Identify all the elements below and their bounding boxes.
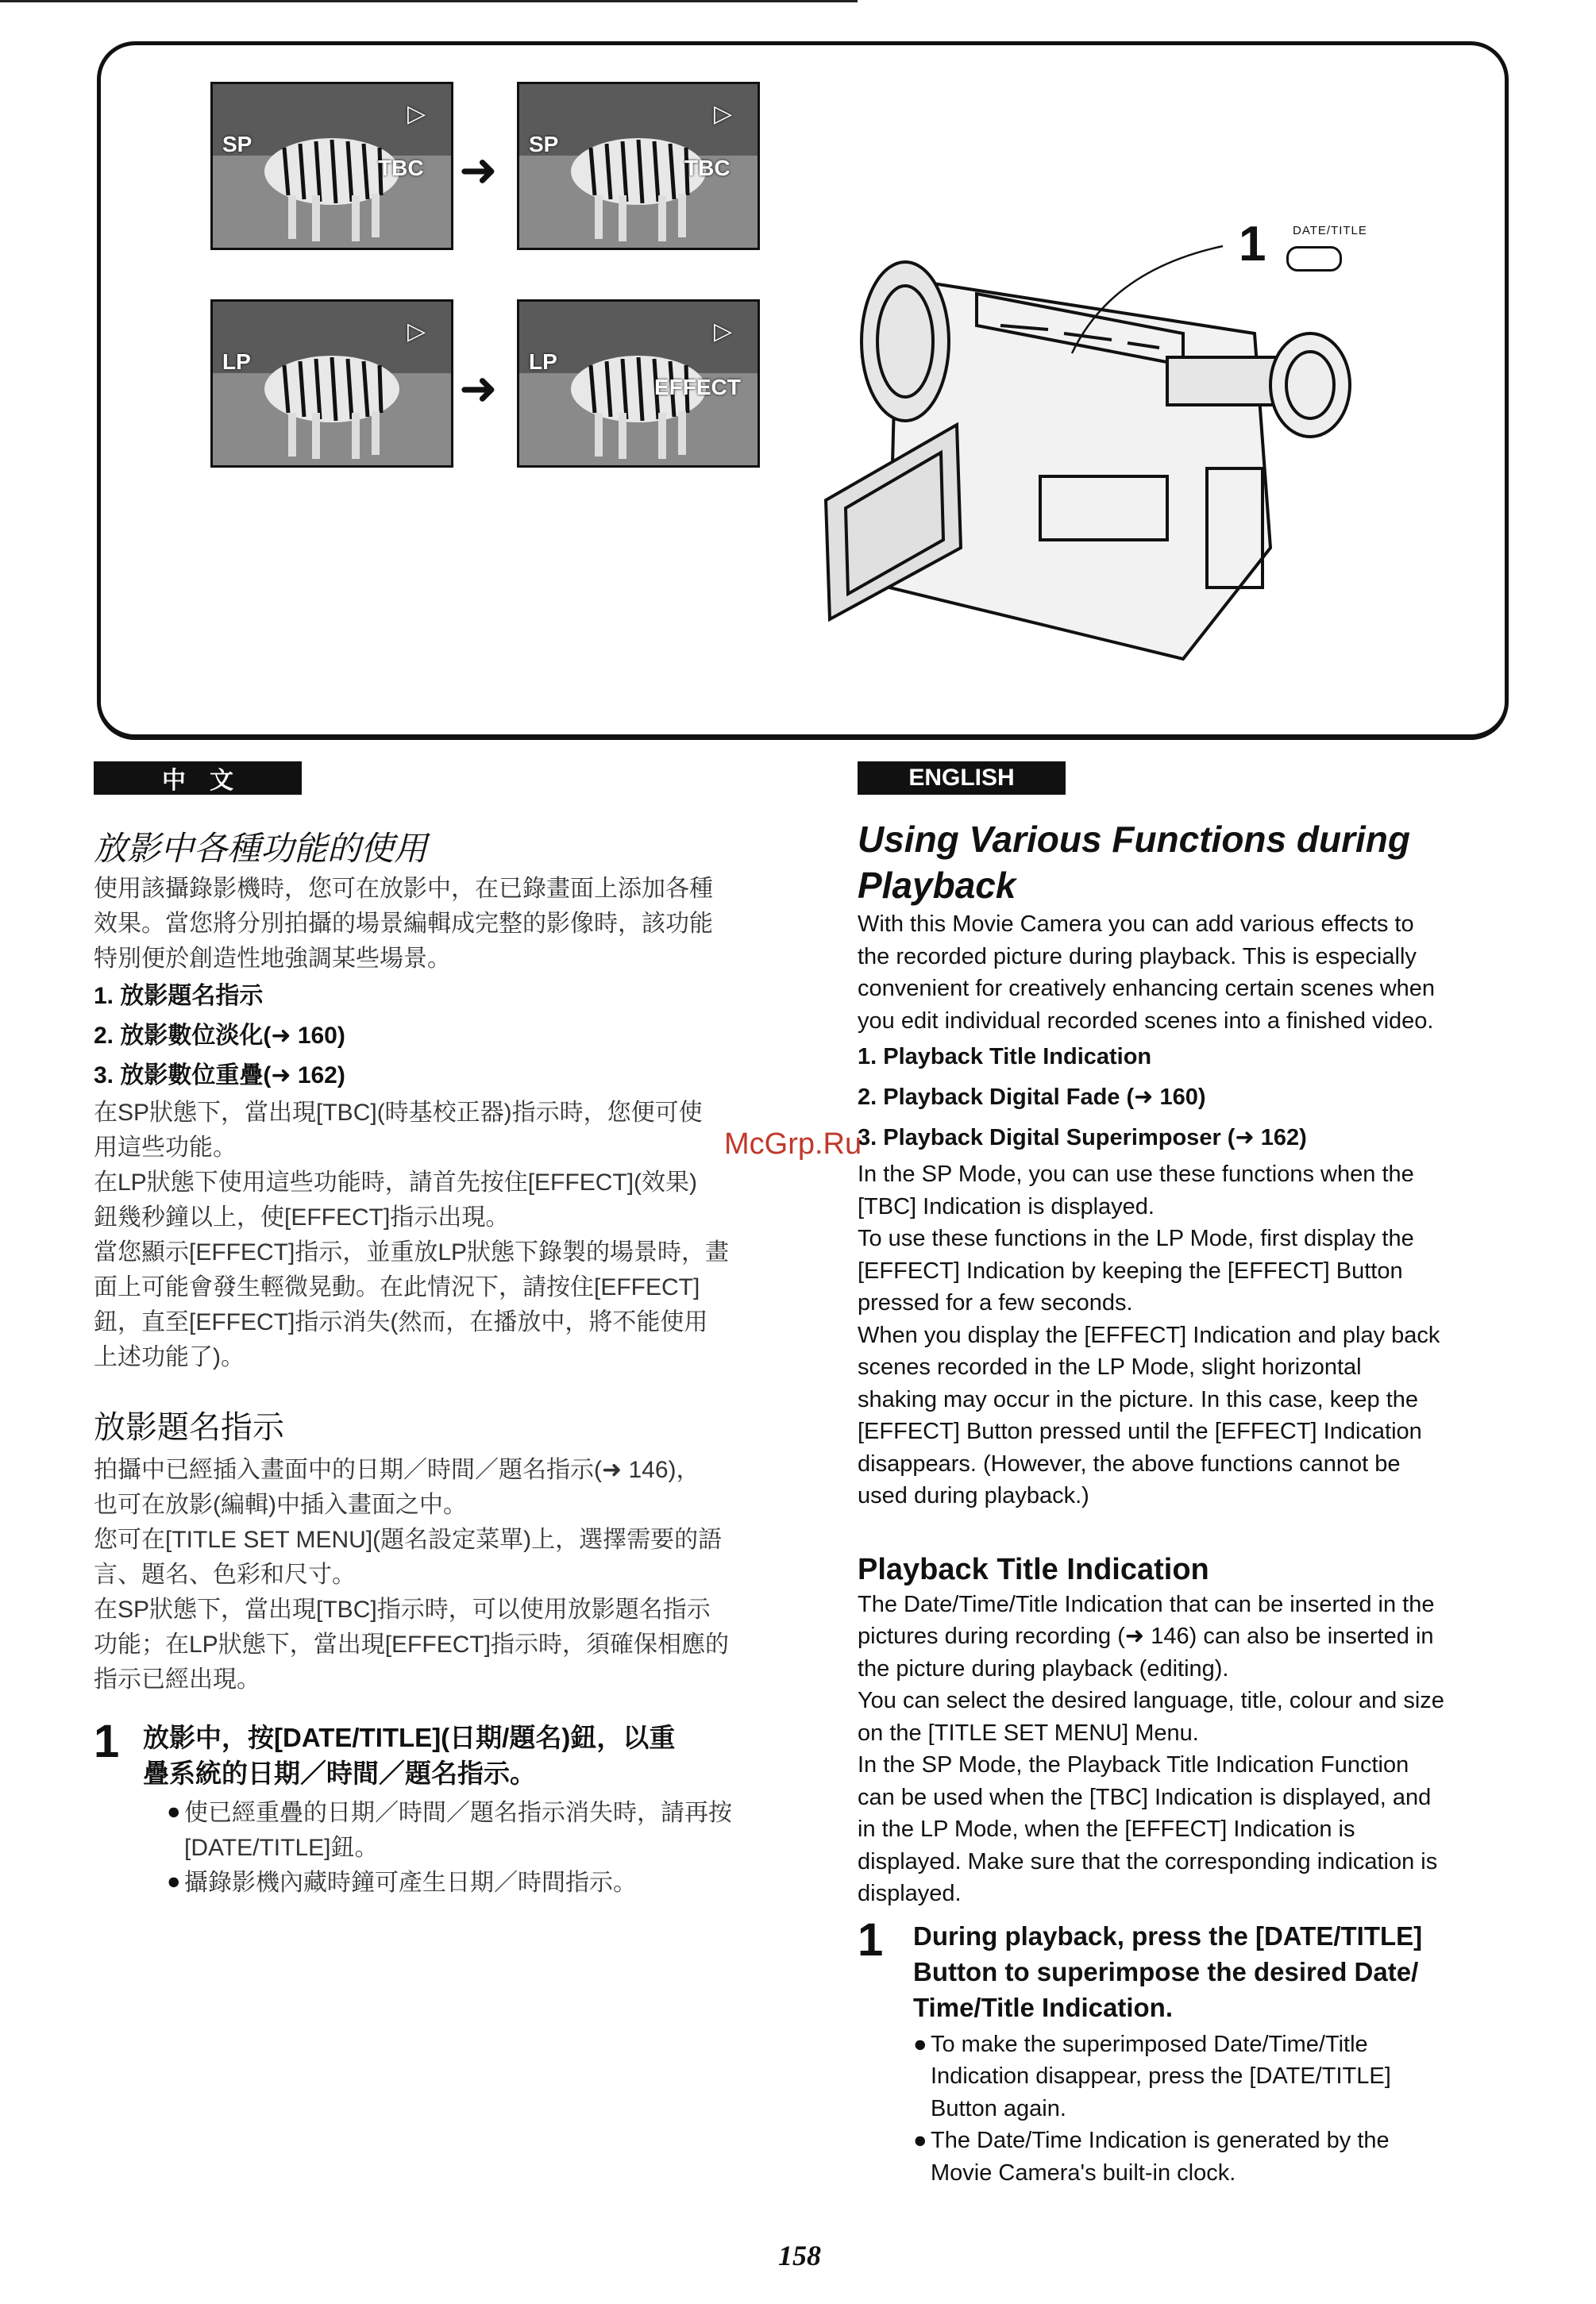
- thumbnail-lp-effect: [517, 299, 760, 468]
- arrow-icon: ➜: [459, 363, 498, 414]
- bullet-item: ● To make the superimposed Date/Time/Title Indication disappear, press the [DATE/TITLE] Button again.: [913, 2031, 1391, 2121]
- english-function-list: 1. Playback Title Indication 2. Playback Digital Fade (➜ 160) 3. Playback Digital Superimposer (➜ 162): [858, 1044, 1307, 1150]
- thumbnail-lp: [210, 299, 453, 468]
- chinese-column: [94, 826, 753, 1901]
- thumbnail-sp-tbc-2: [517, 82, 760, 250]
- page-number: 158: [778, 2240, 821, 2271]
- arrow-icon: ➜: [459, 144, 498, 196]
- chinese-title: 放影中各種功能的使用: [94, 830, 428, 867]
- tbc-label: TBC: [378, 156, 424, 180]
- chinese-section-title: 放影題名指示: [94, 1410, 284, 1445]
- bullet-item: ● The Date/Time Indication is generated by the Movie Camera's built-in clock.: [913, 2128, 1390, 2186]
- bullet-item: ● 使已經重疊的日期／時間／題名指示消失時，請再按 [DATE/TITLE]鈕。: [167, 1799, 732, 1861]
- step-number: 1: [858, 1913, 884, 1966]
- date-title-button-icon: [1286, 246, 1342, 272]
- tbc-label: TBC: [684, 156, 731, 180]
- step-number: 1: [94, 1716, 120, 1767]
- lp-label: LP: [222, 349, 251, 374]
- play-triangle-icon: ▷: [407, 318, 426, 345]
- chinese-intro: 使用該攝錄影機時，您可在放影中，在已錄畫面上添加各種 效果。當您將分別拍攝的場景編輯成完整的影像時，該功能 特別便於創造性地強調某些場景。: [94, 876, 713, 972]
- play-triangle-icon: ▷: [714, 318, 733, 345]
- chinese-step-1: 1 放影中，按[DATE/TITLE](日期/題名)鈕，以重 疊系統的日期／時間／題名指示。: [94, 1720, 753, 1791]
- sp-label: SP: [222, 132, 253, 156]
- chinese-notes: 在SP狀態下，當出現[TBC](時基校正器)指示時，您便可使 用這些功能。 在LP狀態下使用這些功能時，請首先按住[EFFECT](效果) 鈕幾秒鐘以上，使[EFFECT]指示出現。 當您顯示[EFFECT]指示，並重放LP狀態下錄製的場景時，畫 面上可能會發生輕微晃動。在此情況下，請按住[EFFECT] 鈕，直至[EFFECT]指示消失(然而，在播放中，將不能使用 上述功能了)。: [94, 1100, 730, 1370]
- english-column: [858, 816, 1525, 2189]
- top-rule: [0, 0, 858, 2]
- english-section-body: The Date/Time/Title Indication that can be inserted in the pictures during recording (➜ 146) can also be inserted in the picture during playback (editing). You can select the desired language, title, colour and size on the [TITLE SET MENU] Menu. In the SP Mode, the Playback Title Indication Function can be used when the [TBC] Indication is displayed, and in the LP Mode, when the [EFFECT] Indication is displayed. Make sure that the corresponding indication is displayed.: [858, 1591, 1444, 1906]
- english-title-line-1: Using Various Functions during: [858, 819, 1410, 860]
- english-notes: In the SP Mode, you can use these functions when the [TBC] Indication is displayed. To use these functions in the LP Mode, first display the [EFFECT] Indication by keeping the [EFFECT] Button pressed for a few seconds. When you display the [EFFECT] Indication and play back scenes recorded in the LP Mode, slight horizontal shaking may occur in the picture. In this case, keep the [EFFECT] Button pressed until the [EFFECT] Indication disappears. (However, the above functions cannot be used during playback.): [858, 1162, 1440, 1508]
- english-title-line-2: Playback: [858, 865, 1016, 906]
- bullet-item: ● 攝錄影機內藏時鐘可產生日期／時間指示。: [167, 1869, 637, 1896]
- watermark: McGrp.Ru: [724, 1127, 862, 1161]
- date-title-button-label: DATE/TITLE: [1293, 224, 1367, 237]
- chinese-step-bullets: [167, 1796, 753, 1901]
- english-step-bullets: [913, 2029, 1525, 2190]
- chinese-section-body: 拍攝中已經插入畫面中的日期／時間／題名指示(➜ 146)， 也可在放影(編輯)中插入畫面之中。 您可在[TITLE SET MENU](題名設定菜單)上，選擇需要的語 言、題名、色彩和尺寸。 在SP狀態下，當出現[TBC]指示時，可以使用放影題名指示 功能；在LP狀態下，當出現[EFFECT]指示時，須確保相應的 指示已經出現。: [94, 1457, 730, 1693]
- lp-label: LP: [529, 349, 557, 374]
- sp-label: SP: [529, 132, 559, 156]
- chinese-function-list: 1. 放影題名指示 2. 放影數位淡化(➜ 160) 3. 放影數位重疊(➜ 162): [94, 983, 345, 1088]
- thumbnail-sp-tbc-1: [210, 82, 453, 250]
- camcorder-illustration: [810, 214, 1397, 691]
- callout-number: 1: [1239, 217, 1266, 272]
- play-triangle-icon: ▷: [407, 101, 426, 127]
- effect-label: EFFECT: [654, 375, 741, 399]
- play-triangle-icon: ▷: [714, 101, 733, 127]
- english-step-1: 1 During playback, press the [DATE/TITLE] Button to superimpose the desired Date/ Time/Title Indication.: [858, 1918, 1525, 2025]
- english-section-title: Playback Title Indication: [858, 1552, 1209, 1586]
- english-language-tab: ENGLISH: [858, 761, 1066, 795]
- english-intro: With this Movie Camera you can add various effects to the recorded picture during playback. This is especially convenient for creatively enhancing certain scenes when you edit individual recorded scenes into a finished video.: [858, 911, 1436, 1034]
- chinese-language-tab: 中 文: [94, 761, 302, 795]
